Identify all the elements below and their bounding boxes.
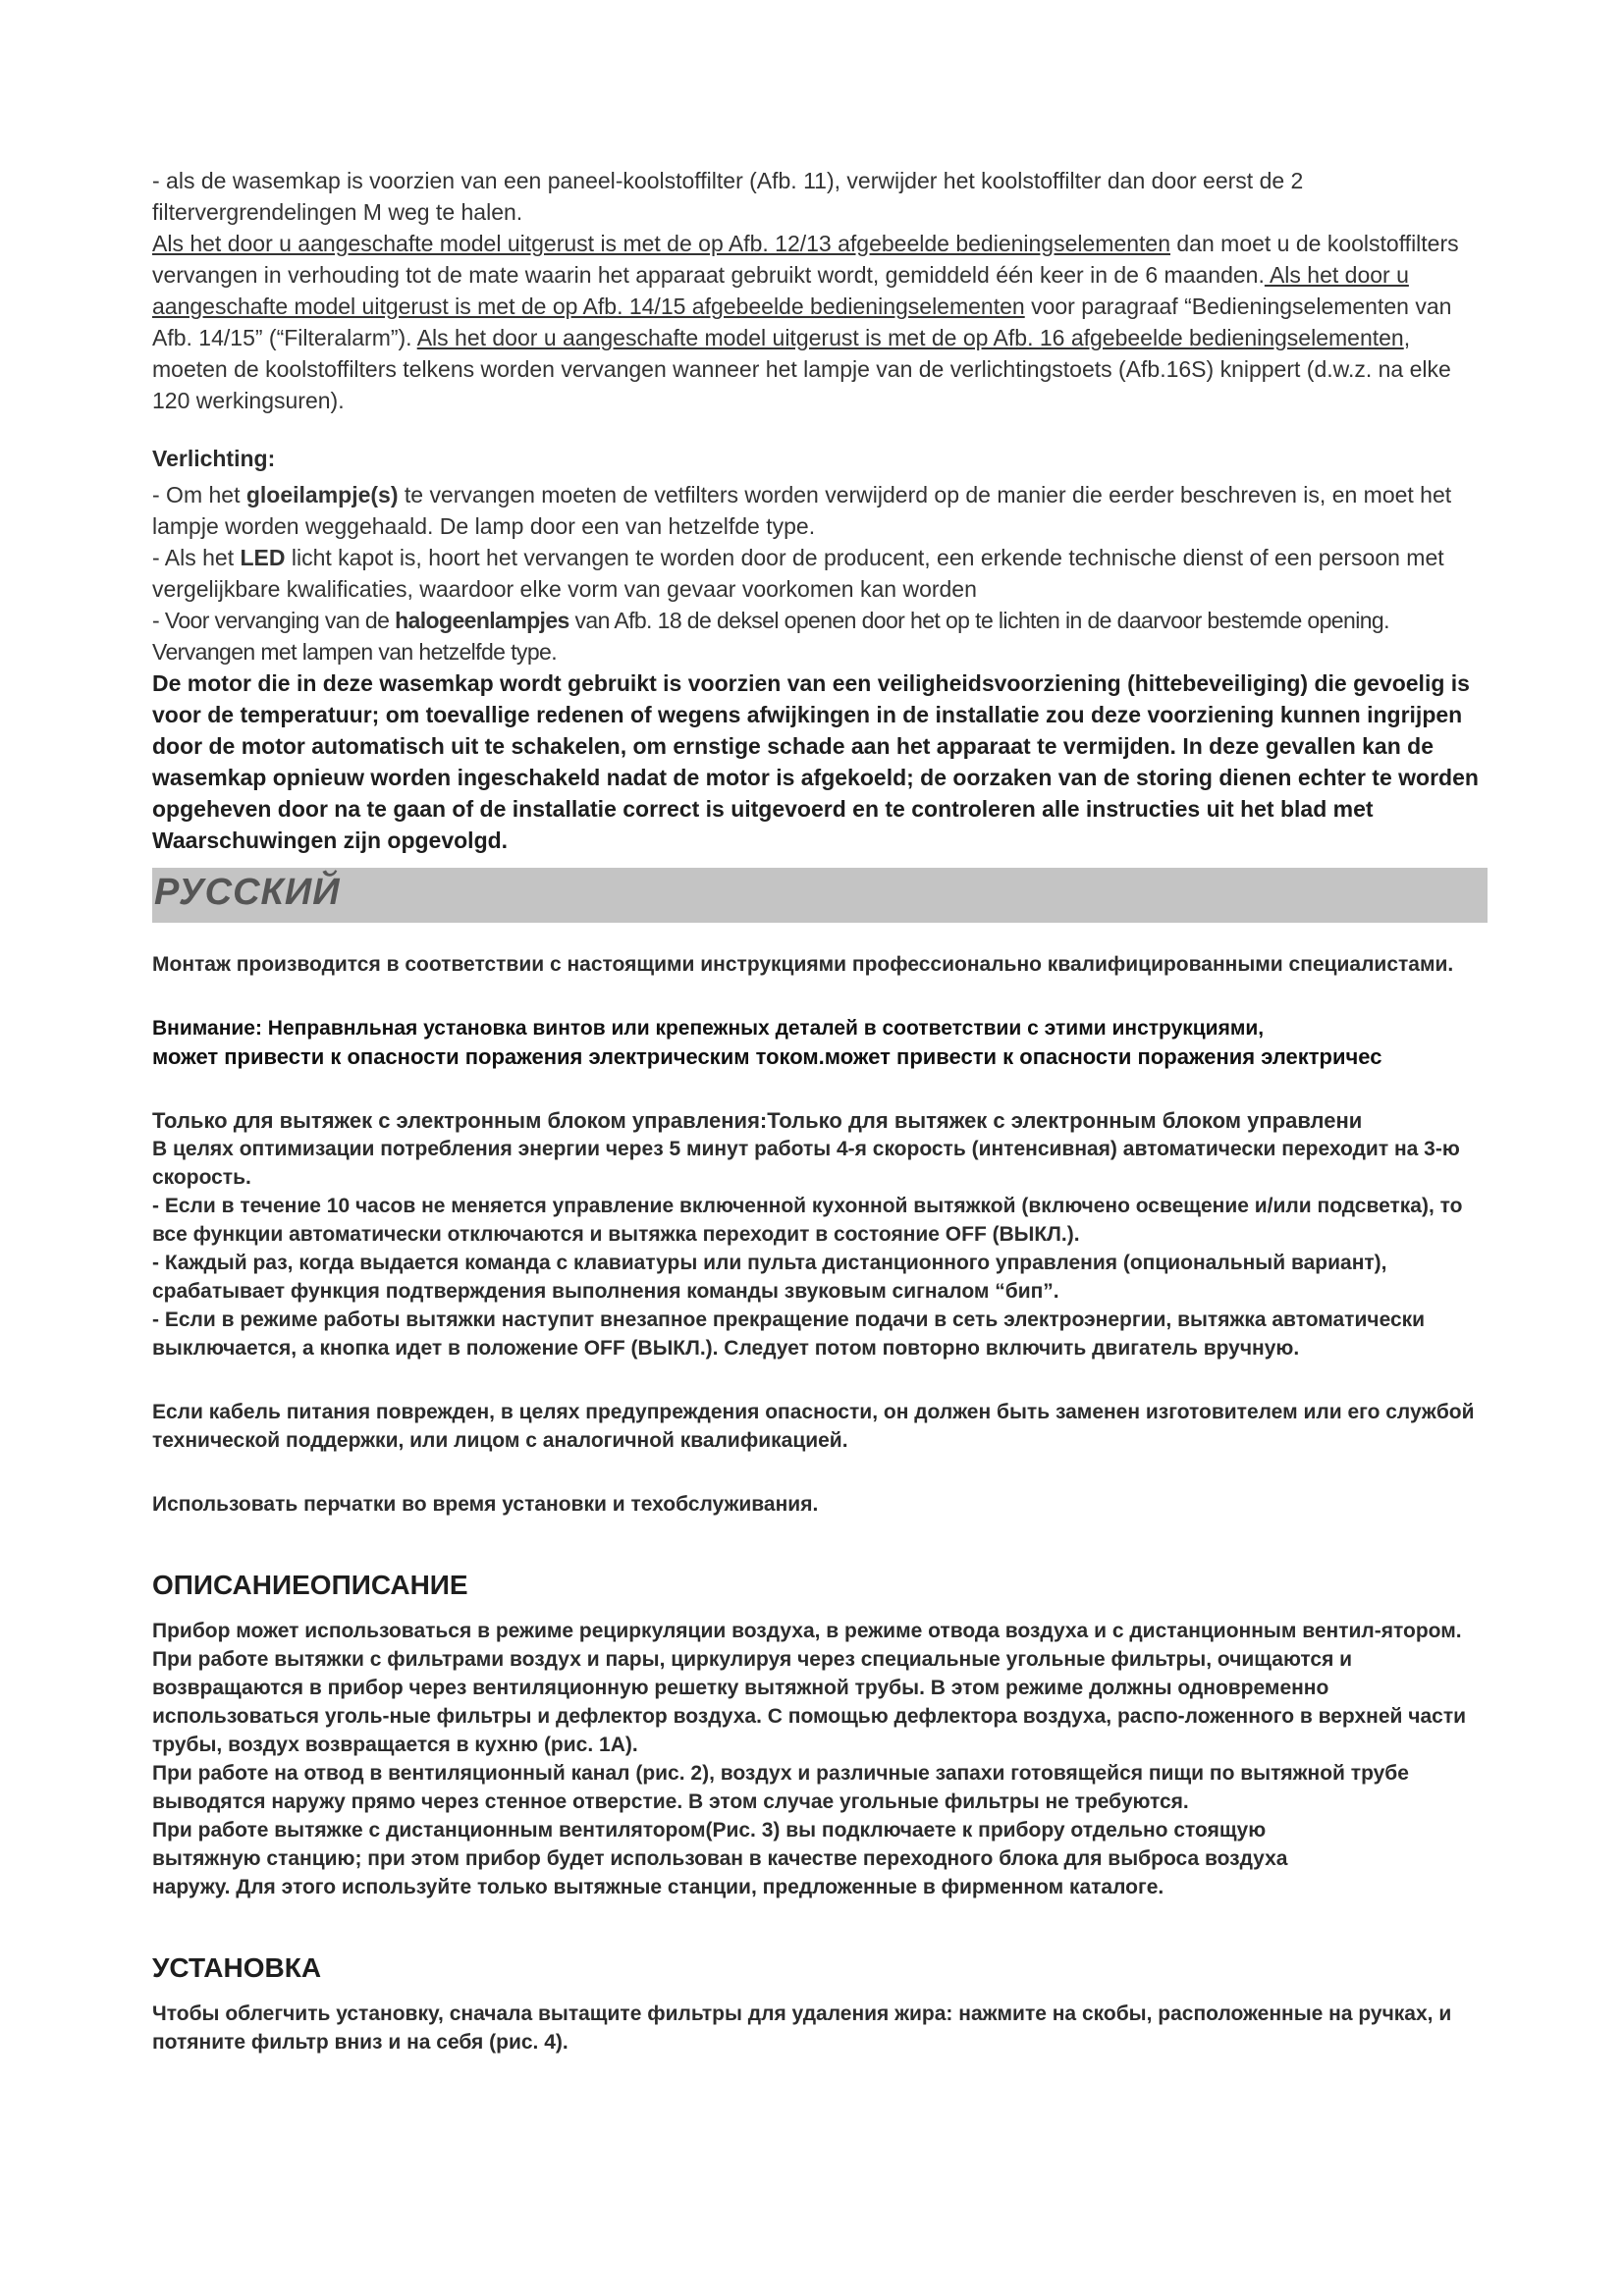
paragraph-bulb: - Om het gloeilampje(s) te vervangen moeten de vetfilters worden verwijderd op de manier die eerder beschreven is, en moet het lampje worden weggehaald. De lamp door een van hetzelfde type. [152, 482, 1452, 539]
paragraph-cable: Если кабель питания поврежден, в целях предупреждения опасности, он должен быть заменен изготовителем или его службой технической поддержки, или лицом с аналогичной квалификацией. [152, 1401, 1475, 1452]
paragraph-energy: В целях оптимизации потребления энергии через 5 минут работы 4-я скорость (интенсивная) автоматически переходит на 3-ю скорость. [152, 1138, 1460, 1189]
language-title: РУССКИЙ [154, 872, 341, 913]
paragraph-remote-fan-line-1: При работе вытяжке с дистанционным вентилятором(Рис. 3) вы подключаете к прибору отдельно стоящую [152, 1819, 1267, 1842]
paragraph-installation: Чтобы облегчить установку, сначала вытащите фильтры для удаления жира: нажмите на скобы, расположенные на ручках, и потяните фильтр вниз и на себя (рис. 4). [152, 2002, 1452, 2054]
installation-heading: УСТАНОВКА [152, 1952, 322, 1983]
paragraph-remote-fan-line-2: вытяжную станцию; при этом прибор будет использован в качестве переходного блока для выброса воздуха [152, 1847, 1288, 1870]
paragraph-filter-mode: При работе вытяжки с фильтрами воздух и пары, циркулируя через специальные угольные фильтры, очищаются и возвращаются в прибор через вентиляционную решетку вытяжной трубы. В этом режиме должны одновременно использоваться уголь-ные фильтры и дефлектор воздуха. С помощью дефлектора воздуха, распо-ложенного в верхней части трубы, воздух возвращается в кухню (рис. 1А). [152, 1648, 1467, 1756]
warning-line-2: может привести к опасности поражения электрическим током.может привести к опасности поражения электричес [152, 1044, 1382, 1069]
verlichting-heading: Verlichting: [152, 446, 276, 471]
paragraph-montage: Монтаж производится в соответствии с настоящими инструкциями профессионально квалифицированными специалистами. [152, 953, 1454, 976]
bullet-10-hours: - Если в течение 10 часов не меняется управление включенной кухонной вытяжкой (включено освещение и/или подсветка), то все функции автоматически отключаются и вытяжка переходит в состояние OFF (ВЫКЛ.). [152, 1195, 1463, 1246]
paragraph-motor-safety: De motor die in deze wasemkap wordt gebruikt is voorzien van een veiligheidsvoorziening (hittebeveiliging) die gevoelig is voor de temperatuur; om toevallige redenen of wegens afwijkingen in de installatie zou deze voorziening kunnen ingrijpen door de motor automatisch uit te schakelen, om ernstige schade aan het apparaat te vermijden. In deze gevallen kan de wasemkap opnieuw worden ingeschakeld nadat de motor is afgekoeld; de oorzaken van de storing dienen echter te worden opgeheven door na te gaan of de installatie correct is uitgevoerd en te controleren alle instructies uit het blad met Waarschuwingen zijn opgevolgd. [152, 670, 1479, 853]
bullet-power-failure: - Если в режиме работы вытяжки наступит внезапное прекращение подачи в сеть электроэнергии, вытяжка автоматически выключается, а кнопка идет в положение OFF (ВЫКЛ.). Следует потом повторно включить двигатель вручную. [152, 1308, 1426, 1360]
paragraph-modes: Прибор может использоваться в режиме рециркуляции воздуха, в режиме отвода воздуха и с дистанционным вентил-ятором. [152, 1620, 1462, 1642]
description-heading: ОПИСАНИЕОПИСАНИЕ [152, 1570, 468, 1600]
bullet-beep: - Каждый раз, когда выдается команда с клавиатуры или пульта дистанционного управления (опциональный вариант), срабатывает функция подтверждения выполнения команды звуковым сигналом “бип”. [152, 1252, 1387, 1303]
paragraph-gloves: Использовать перчатки во время установки и техобслуживания. [152, 1493, 819, 1516]
warning-line-1: Внимание: Неправнльная установка винтов или крепежных деталей в соответствии с этими инструкциями, [152, 1017, 1265, 1040]
paragraph-remote-fan-line-3: наружу. Для этого используйте только вытяжные станции, предложенные в фирменном каталоге. [152, 1876, 1164, 1898]
language-section-bar [152, 868, 1488, 923]
paragraph-extraction-mode: При работе на отвод в вентиляционный канал (рис. 2), воздух и различные запахи готовящейся пищи по вытяжной трубе выводятся наружу прямо через стенное отверстие. В этом случае угольные фильтры не требуются. [152, 1762, 1409, 1813]
paragraph-halogen: - Voor vervanging van de halogeenlampjes van Afb. 18 de deksel openen door het op te lichten in de daarvoor bestemde opening. Vervangen met lampen van hetzelfde type. [152, 608, 1389, 665]
paragraph-carbon-filters: - als de wasemkap is voorzien van een paneel-koolstoffilter (Afb. 11), verwijder het koolstoffilter dan door eerst de 2 filtervergrendelingen M weg te halen. Als het door u aangeschafte model uitgerust is met de op Afb. 12/13 afgebeelde bedieningselementen dan moet u de koolstoffilters vervangen in verhouding tot de mate waarin het apparaat gebruikt wordt, gemiddeld één keer in de 6 maanden. Als het door u aangeschafte model uitgerust is met de op Afb. 14/15 afgebeelde bedieningselementen voor paragraaf “Bedieningselementen van Afb. 14/15” (“Filteralarm”). Als het door u aangeschafte model uitgerust is met de op Afb. 16 afgebeelde bedieningselementen, moeten de koolstoffilters telkens worden vervangen wanneer het lampje van de verlichtingstoets (Afb.16S) knippert (d.w.z. na elke 120 werkingsuren). [152, 168, 1459, 413]
document-page [152, 165, 1488, 2056]
paragraph-led: - Als het LED licht kapot is, hoort het vervangen te worden door de producent, een erkende technische dienst of een persoon met vergelijkbare kwalificaties, waardoor elke vorm van gevaar voorkomen kan worden [152, 545, 1444, 602]
electronic-control-heading: Только для вытяжек с электронным блоком управления:Только для вытяжек с электронным блоком управлени [152, 1108, 1363, 1133]
